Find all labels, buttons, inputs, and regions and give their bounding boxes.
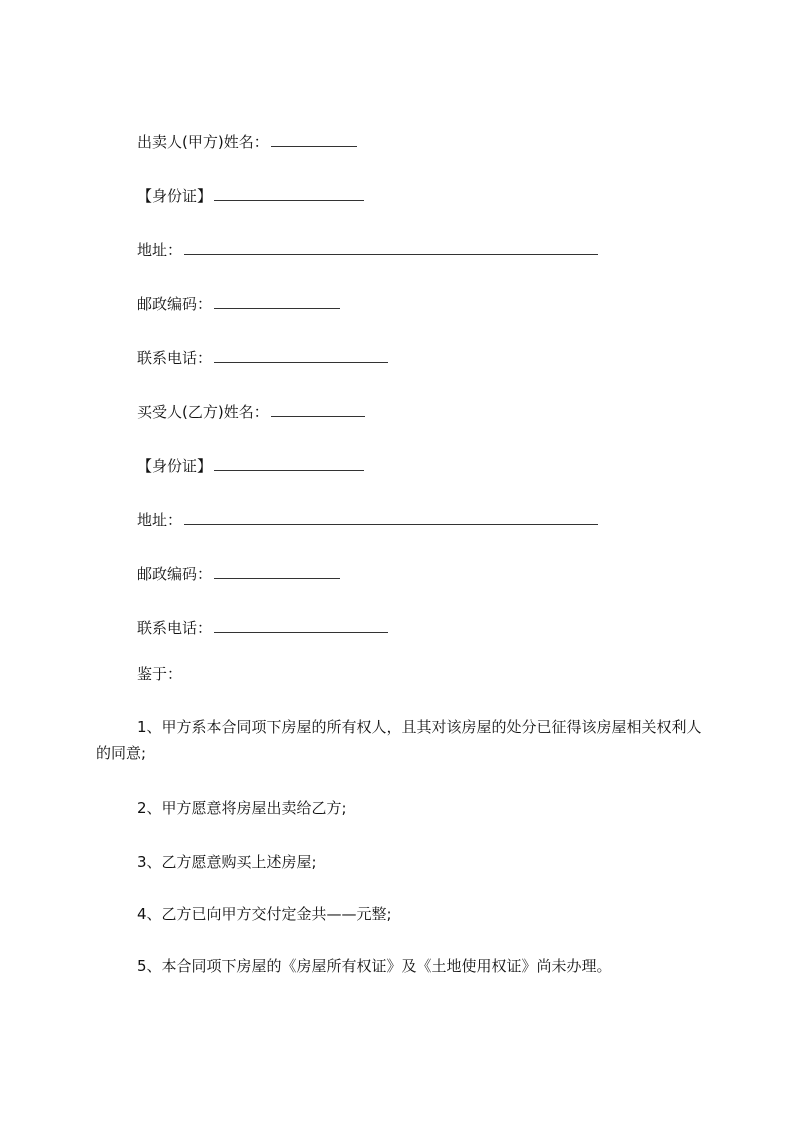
whereas-clause-1: 1、甲方系本合同项下房屋的所有权人，且其对该房屋的处分已征得该房屋相关权利人的同意; — [96, 718, 702, 762]
seller-name-label: 出卖人(甲方)姓名： — [137, 133, 269, 151]
seller-phone-blank[interactable] — [214, 348, 388, 363]
buyer-phone-blank[interactable] — [214, 618, 388, 633]
seller-postcode-blank[interactable] — [214, 294, 340, 309]
buyer-phone-row — [137, 618, 388, 638]
seller-phone-label: 联系电话： — [137, 349, 213, 367]
whereas-heading: 鉴于： — [137, 665, 183, 683]
whereas-clause-5: 5、本合同项下房屋的《房屋所有权证》及《土地使用权证》尚未办理。 — [137, 957, 612, 975]
buyer-name-label: 买受人(乙方)姓名： — [137, 403, 269, 421]
seller-postcode-row — [137, 294, 340, 314]
whereas-clause-3: 3、乙方愿意购买上述房屋; — [137, 853, 317, 871]
seller-postcode-label: 邮政编码： — [137, 295, 213, 313]
whereas-clause-2: 2、甲方愿意将房屋出卖给乙方; — [137, 799, 347, 817]
seller-id-row — [137, 186, 364, 206]
buyer-address-blank[interactable] — [184, 510, 598, 525]
seller-id-label: 【身份证】 — [137, 187, 213, 205]
seller-id-blank[interactable] — [214, 186, 364, 201]
whereas-clause-4: 4、乙方已向甲方交付定金共——元整; — [137, 905, 392, 923]
buyer-postcode-blank[interactable] — [214, 564, 340, 579]
buyer-phone-label: 联系电话： — [137, 619, 213, 637]
buyer-id-blank[interactable] — [214, 456, 364, 471]
buyer-address-label: 地址： — [137, 511, 183, 529]
buyer-address-row — [137, 510, 598, 530]
buyer-postcode-label: 邮政编码： — [137, 565, 213, 583]
buyer-name-row — [137, 402, 365, 422]
buyer-id-label: 【身份证】 — [137, 457, 213, 475]
seller-phone-row — [137, 348, 388, 368]
seller-name-row — [137, 132, 357, 152]
seller-address-blank[interactable] — [184, 240, 598, 255]
seller-address-row — [137, 240, 598, 260]
seller-name-blank[interactable] — [271, 132, 357, 147]
buyer-id-row — [137, 456, 364, 476]
seller-address-label: 地址： — [137, 241, 183, 259]
buyer-postcode-row — [137, 564, 340, 584]
buyer-name-blank[interactable] — [271, 402, 365, 417]
